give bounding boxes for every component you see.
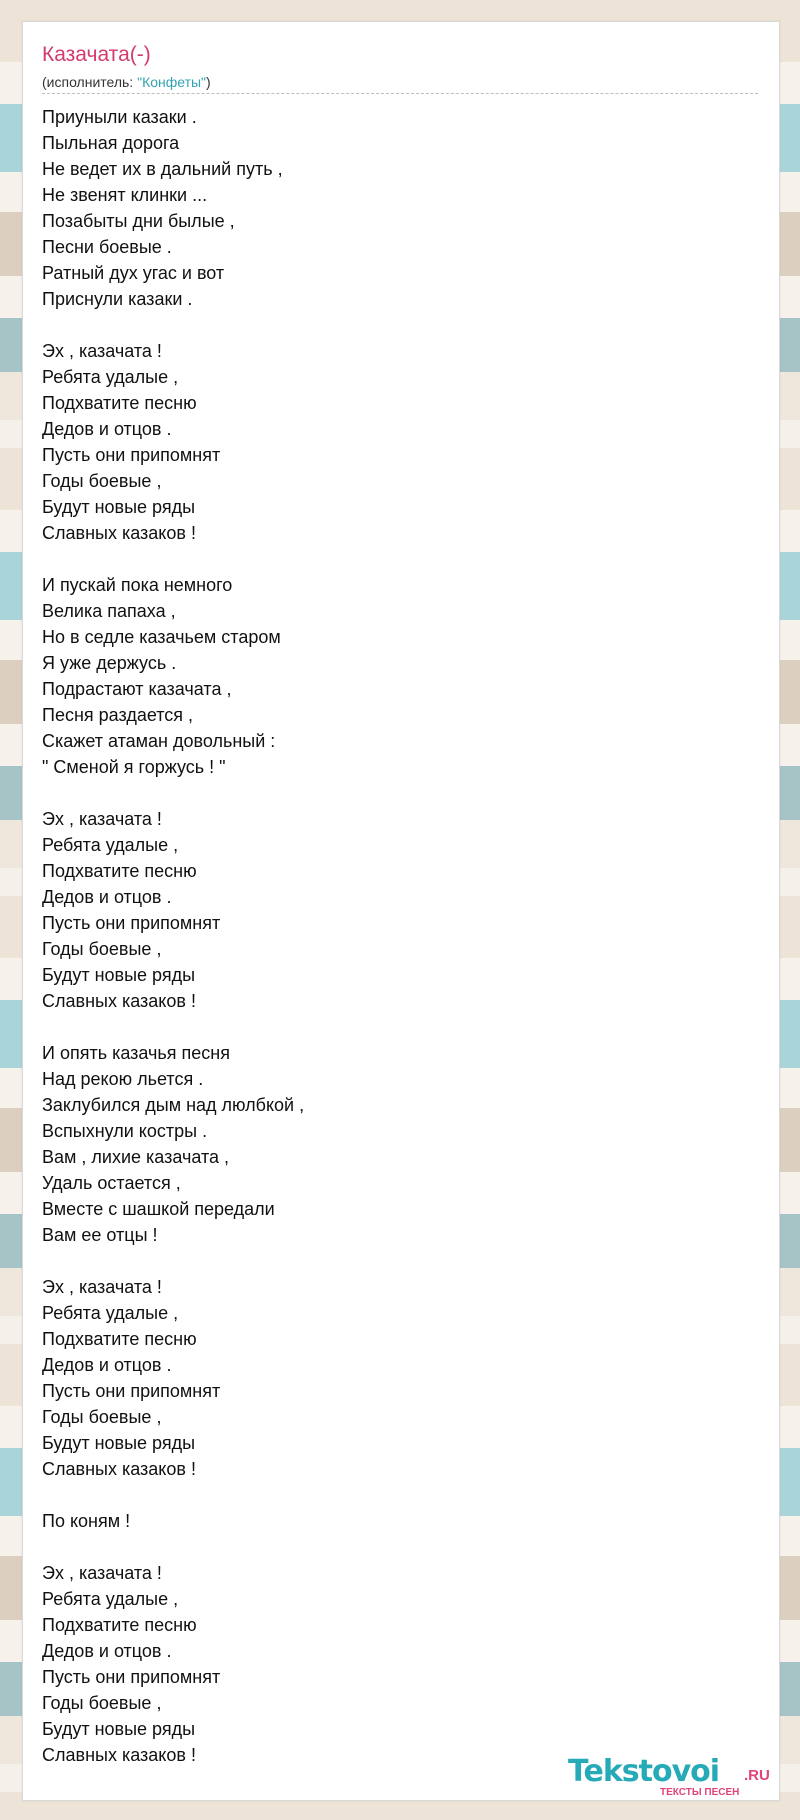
logo-tagline: ТЕКСТЫ ПЕСЕН [660, 1787, 740, 1798]
lyric-line: Удаль остается , [42, 1173, 181, 1193]
lyric-line: Песни боевые . [42, 237, 172, 257]
lyric-line: И опять казачья песня [42, 1043, 230, 1063]
lyric-line: Будут новые ряды [42, 497, 196, 517]
lyrics-body [42, 104, 742, 1768]
lyric-line: Будут новые ряды [42, 965, 196, 985]
lyric-line: Я уже держусь . [42, 653, 177, 673]
lyric-line: Годы боевые , [42, 1407, 162, 1427]
logo-name: Tekstovoi [568, 1754, 720, 1789]
artist-line [42, 73, 211, 91]
lyric-line: Приуныли казаки . [42, 107, 197, 127]
lyric-line: Эх , казачата ! [42, 1563, 162, 1583]
title-divider [42, 93, 758, 94]
lyric-line: Вместе с шашкой передали [42, 1199, 275, 1219]
lyric-line: Будут новые ряды [42, 1433, 196, 1453]
site-logo[interactable] [568, 1755, 768, 1803]
lyric-line: Позабыты дни былые , [42, 211, 235, 231]
lyric-line: Эх , казачата ! [42, 1277, 162, 1297]
lyric-line: По коням ! [42, 1511, 131, 1531]
lyric-line: Будут новые ряды [42, 1719, 196, 1739]
lyric-line: Но в седле казачьем старом [42, 627, 281, 647]
lyric-line: Ребята удалые , [42, 835, 179, 855]
lyric-line: Не ведет их в дальний путь , [42, 159, 283, 179]
lyric-line: Эх , казачата ! [42, 341, 162, 361]
lyric-line: Славных казаков ! [42, 1459, 196, 1479]
lyric-line: Дедов и отцов . [42, 1641, 172, 1661]
lyric-line: Вспыхнули костры . [42, 1121, 208, 1141]
lyric-line: Славных казаков ! [42, 523, 196, 543]
stanza-gap [42, 1014, 742, 1040]
lyric-line: Дедов и отцов . [42, 887, 172, 907]
lyric-line: Песня раздается , [42, 705, 194, 725]
lyric-line: Славных казаков ! [42, 991, 196, 1011]
stanza-gap [42, 1534, 742, 1560]
lyric-line: Пусть они припомнят [42, 445, 221, 465]
lyric-line: Пыльная дорога [42, 133, 180, 153]
lyric-line: Пусть они припомнят [42, 1381, 221, 1401]
lyric-line: Дедов и отцов . [42, 419, 172, 439]
lyric-line: Над рекою льется . [42, 1069, 204, 1089]
lyric-line: " Сменой я горжусь ! " [42, 757, 226, 777]
lyric-line: Вам , лихие казачата , [42, 1147, 230, 1167]
lyric-line: И пускай пока немного [42, 575, 233, 595]
lyric-line: Скажет атаман довольный : [42, 731, 276, 751]
lyric-line: Эх , казачата ! [42, 809, 162, 829]
lyric-line: Ребята удалые , [42, 1589, 179, 1609]
lyric-line: Пусть они припомнят [42, 913, 221, 933]
lyric-line: Подхватите песню [42, 861, 197, 881]
stanza-gap [42, 312, 742, 338]
lyric-line: Годы боевые , [42, 1693, 162, 1713]
lyric-line: Вам ее отцы ! [42, 1225, 158, 1245]
logo-domain: .RU [744, 1767, 770, 1784]
lyric-line: Ратный дух угас и вот [42, 263, 225, 283]
stanza-gap [42, 780, 742, 806]
stanza-gap [42, 546, 742, 572]
lyric-line: Заклубился дым над люлбкой , [42, 1095, 305, 1115]
song-title: Казачата(-) [42, 43, 151, 66]
lyric-line: Велика папаха , [42, 601, 176, 621]
lyric-line: Не звенят клинки ... [42, 185, 208, 205]
lyric-line: Подхватите песню [42, 1615, 197, 1635]
artist-prefix: (исполнитель: [42, 74, 138, 90]
lyric-line: Славных казаков ! [42, 1745, 196, 1765]
lyric-line: Годы боевые , [42, 471, 162, 491]
lyric-line: Ребята удалые , [42, 367, 179, 387]
lyric-line: Дедов и отцов . [42, 1355, 172, 1375]
lyric-line: Приснули казаки . [42, 289, 193, 309]
artist-link[interactable]: "Конфеты" [137, 74, 207, 90]
lyric-line: Годы боевые , [42, 939, 162, 959]
lyric-line: Подрастают казачата , [42, 679, 232, 699]
stanza-gap [42, 1248, 742, 1274]
stanza-gap [42, 1482, 742, 1508]
lyric-line: Пусть они припомнят [42, 1667, 221, 1687]
artist-suffix: ) [206, 74, 211, 90]
lyric-line: Ребята удалые , [42, 1303, 179, 1323]
lyric-line: Подхватите песню [42, 1329, 197, 1349]
lyric-line: Подхватите песню [42, 393, 197, 413]
